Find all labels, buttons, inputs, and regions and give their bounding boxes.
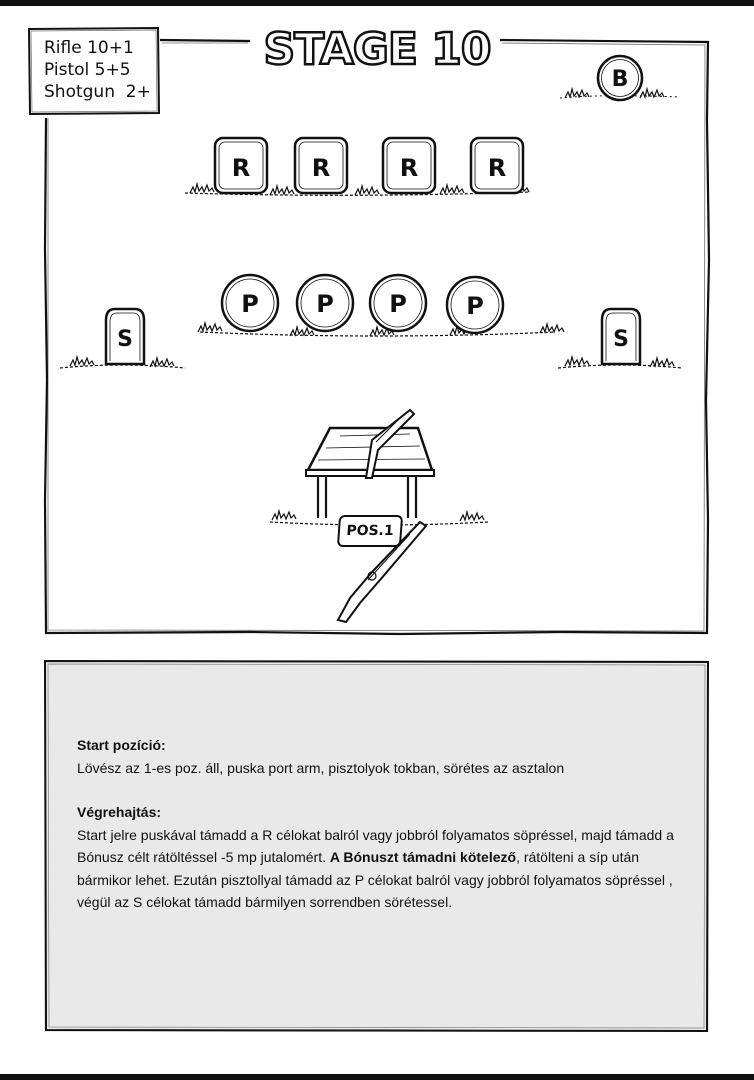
rifle-target-1	[215, 138, 267, 193]
position-label: POS.1	[337, 515, 403, 547]
pistol-target-label-2: P	[316, 290, 334, 318]
pistol-target-4	[447, 277, 503, 333]
shotgun-target-left	[60, 309, 185, 368]
rifle-target-label-3: R	[399, 154, 419, 182]
description-box	[44, 660, 709, 1032]
pistol-target-2	[297, 275, 353, 331]
ammo-shotgun: Shotgun 2+	[44, 82, 151, 102]
shotgun-target-left-label: S	[117, 327, 133, 352]
pistol-target-3	[370, 275, 426, 331]
rifle-target-2	[295, 138, 347, 193]
pistol-target-label-3: P	[389, 290, 407, 318]
exec-text-bold: A Bónuszt támadni kötelező	[329, 849, 517, 865]
bonus-target-label: B	[611, 67, 629, 92]
exec-text	[77, 824, 687, 914]
pistol-target-label-4: P	[466, 292, 484, 320]
pistol-targets	[198, 275, 564, 336]
exec-text-part2: , rátölteni a síp után bármikor lehet. Ezután pisztollyal támadd az P célokat balról vagy jobbról folyamatos söpréssel , végül az S célokat támadd bármilyen sorrendben sörétessel.	[77, 849, 673, 910]
ammo-pistol: Pistol 5+5	[44, 60, 131, 80]
bottom-border	[0, 1074, 754, 1080]
description-content	[77, 734, 687, 914]
rifle-target-4	[471, 138, 523, 193]
ammo-rifle: Rifle 10+1	[44, 38, 134, 58]
shotgun-target-right-label: S	[613, 327, 629, 352]
rifle-target-3	[383, 138, 435, 193]
start-text: Lövész az 1-es poz. áll, puska port arm, pisztolyok tokban, sörétes az asztalon	[77, 759, 565, 776]
pistol-target-1	[222, 275, 278, 331]
bonus-target	[560, 56, 680, 100]
rifle-targets	[185, 138, 530, 195]
start-heading: Start pozíció:	[77, 737, 166, 753]
exec-heading: Végrehajtás:	[77, 804, 162, 820]
pistol-target-label-1: P	[241, 290, 259, 318]
exec-text-part1: Start jelre puskával támadd a R célokat balról vagy jobbról folyamatos söpréssel, majd támadd a Bónusz célt rátöltéssel -5 mp jutalomért.	[77, 826, 674, 865]
rifle-target-label-2: R	[311, 154, 331, 182]
rifle-target-label-4: R	[487, 154, 507, 182]
rifle-target-label-1: R	[231, 154, 251, 182]
shotgun-target-right	[558, 309, 682, 368]
stage-title-text: STAGE 10	[263, 24, 491, 75]
